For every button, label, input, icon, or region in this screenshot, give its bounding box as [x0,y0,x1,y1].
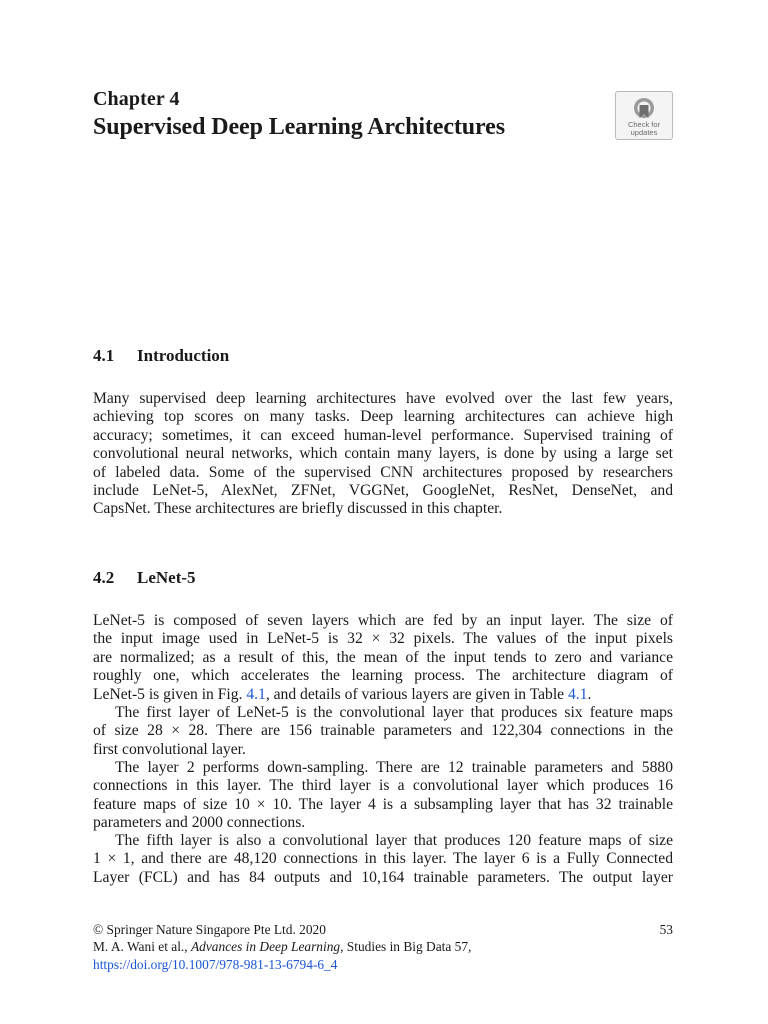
figure-reference-link[interactable]: 4.1 [246,685,266,703]
section-title: Introduction [137,346,230,365]
doi-link[interactable]: https://doi.org/10.1007/978-981-13-6794-6_4 [93,956,338,972]
bookmark-ribbon-icon [630,96,658,122]
intro-paragraph: Many supervised deep learning architectures have evolved over the last few years, achieving top scores on many tasks. Deep learning architectures can achieve high accuracy; sometimes, it can exceed human-level performance. Supervised training of convolutional neural networks, which contain many layers, is done by using a large set of labeled data. Some of the supervised CNN architectures proposed by researchers include LeNet-5, AlexNet, ZFNet, VGGNet, GoogleNet, ResNet, DenseNet, and CapsNet. These architectures are briefly discussed in this chapter. [93,390,673,518]
page-number: 53 [659,922,673,937]
section-number: 4.2 [93,568,115,587]
chapter-label: Chapter 4 [93,88,180,110]
check-for-updates-label: Check for updates [627,120,661,137]
section-heading-introduction [93,346,229,366]
lenet-paragraph-4: The fifth layer is also a convolutional layer that produces 120 feature maps of size 1 × 1, and there are 48,120 connections in this layer. The layer 6 is a Fully Connected Layer (FCL) and has 84 outputs and 10,164 trainable parameters. The output layer [93,832,673,886]
copyright-notice: © Springer Nature Singapore Pte Ltd. 2020 [93,922,326,937]
section-number: 4.1 [93,346,115,365]
lenet-paragraph-2: The first layer of LeNet-5 is the convolutional layer that produces six feature maps of size 28 × 28. There are 156 trainable parameters and 122,304 connections in the first convolutional layer. [93,704,673,758]
page [93,0,673,1024]
table-reference-link[interactable]: 4.1 [568,685,588,703]
chapter-title: Supervised Deep Learning Architectures [93,114,505,140]
citation: M. A. Wani et al., Advances in Deep Learning, Studies in Big Data 57, [93,939,472,955]
page-footer [93,921,673,973]
check-for-updates-badge[interactable] [615,91,673,140]
lenet-paragraph-3: The layer 2 performs down-sampling. There are 12 trainable parameters and 5880 connections in this layer. The third layer is a convolutional layer which produces 16 feature maps of size 10 × 10. The layer 4 is a subsampling layer that has 32 trainable parameters and 2000 connections. [93,759,673,832]
section-title: LeNet-5 [137,568,196,587]
section-heading-lenet5 [93,568,196,588]
lenet-paragraph-1: LeNet-5 is composed of seven layers which are fed by an input layer. The size of the input image used in LeNet-5 is 32 × 32 pixels. The values of the input pixels are normalized; as a result of this, the mean of the input tends to zero and variance roughly one, which accelerates the learning process. The architecture diagram of LeNet-5 is given in Fig. 4.1, and details of various layers are given in Table 4.1. [93,612,673,703]
